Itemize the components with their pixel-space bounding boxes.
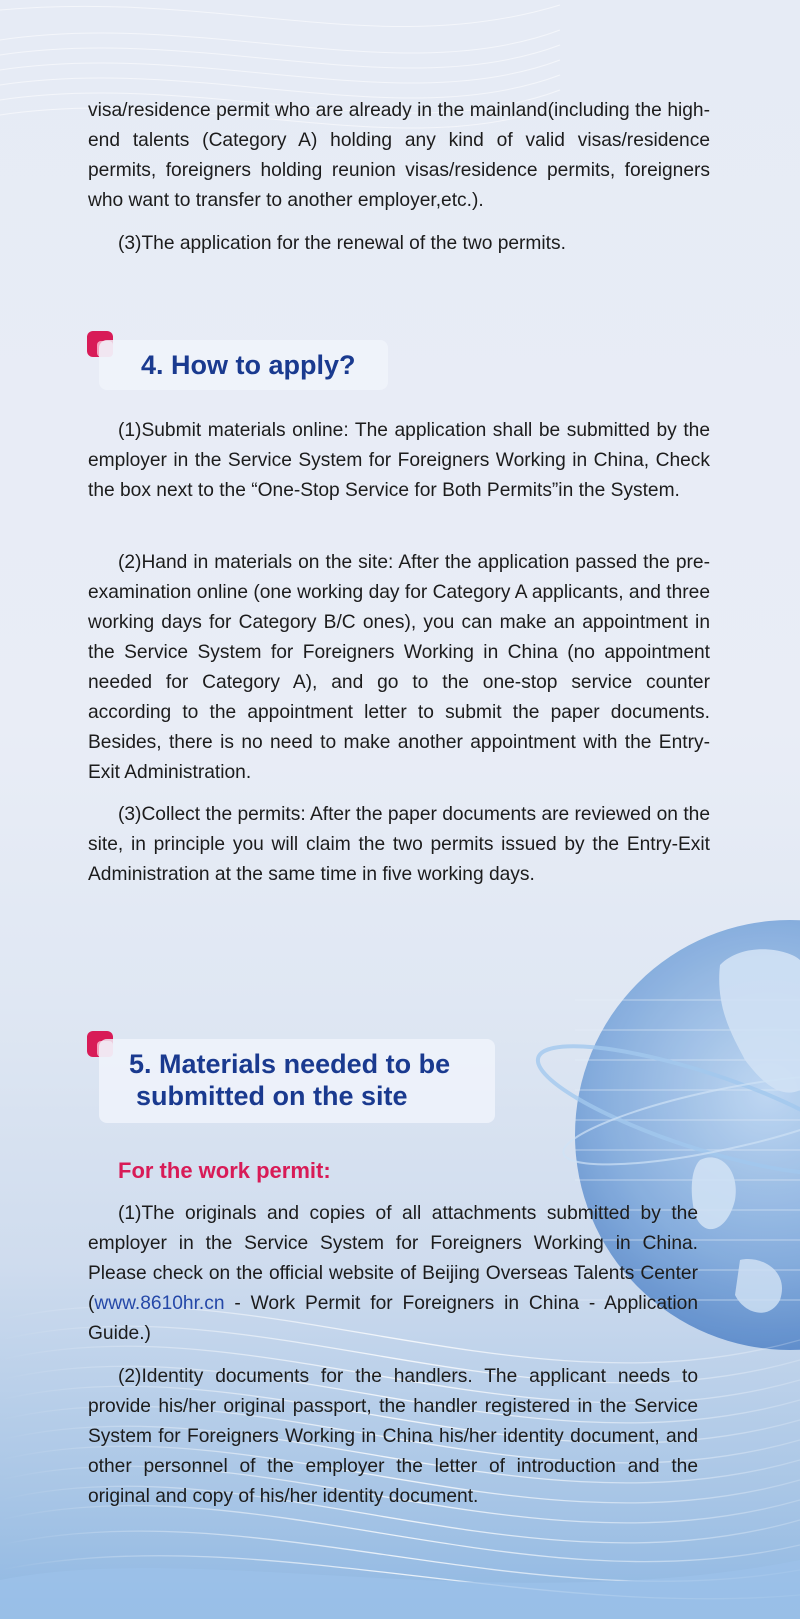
work-permit-item-1 [88, 1199, 698, 1349]
website-link[interactable]: www.8610hr.cn [94, 1293, 225, 1314]
work-permit-item-2: (2)Identity documents for the handlers. The applicant needs to provide his/her original passport, the handler registered in the Service System for Foreigners Working in China his/her identity document, and other personnel of the employer the letter of introduction and the original and copy of his/her identity document. [88, 1366, 698, 1507]
section-4-paragraph: (1)Submit materials online: The application shall be submitted by the employer in the Service System for Foreigners Working in China, Check the box next to the “One-Stop Service for Both Permits”in the System. [88, 420, 710, 501]
section-4-paragraph: (3)Collect the permits: After the paper documents are reviewed on the site, in principle you will claim the two permits issued by the Entry-Exit Administration at the same time in five working days. [88, 804, 710, 885]
section-4-paragraph: (2)Hand in materials on the site: After the application passed the pre-examination online (one working day for Category A applicants, and three working days for Category B/C ones), you can make an appointment in the Service System for Foreigners Working in China (no appointment needed for Category A), and go to the one-stop service counter according to the appointment letter to submit the paper documents. Besides, there is no need to make another appointment with the Entry-Exit Administration. [88, 552, 710, 783]
intro-item-3: (3)The application for the renewal of the two permits. [118, 233, 566, 254]
item-1-text: (1)The originals and copies of all attachments submitted by the employer in the Service System for Foreigners Working in China. Please check on the official website of Beijing Overseas Talents Center ( [88, 1203, 698, 1314]
intro-continuation: visa/residence permit who are already in the mainland(including the high-end talents (Category A) holding any kind of valid visas/residence permits, foreigners holding reunion visas/residence permits, foreigners who want to transfer to another employer,etc.). [88, 100, 710, 211]
section-5-heading-box [99, 1039, 495, 1123]
section-4-title: 4. How to apply? [141, 350, 356, 380]
item-1-text-end: - Work Permit for Foreigners in China - Application Guide.) [88, 1293, 698, 1344]
section-4-heading-box [99, 340, 388, 390]
section-5-title-line-1: 5. Materials needed to be [129, 1049, 451, 1079]
work-permit-subheading: For the work permit: [118, 1158, 331, 1183]
section-5-title-line-2: submitted on the site [136, 1081, 408, 1111]
